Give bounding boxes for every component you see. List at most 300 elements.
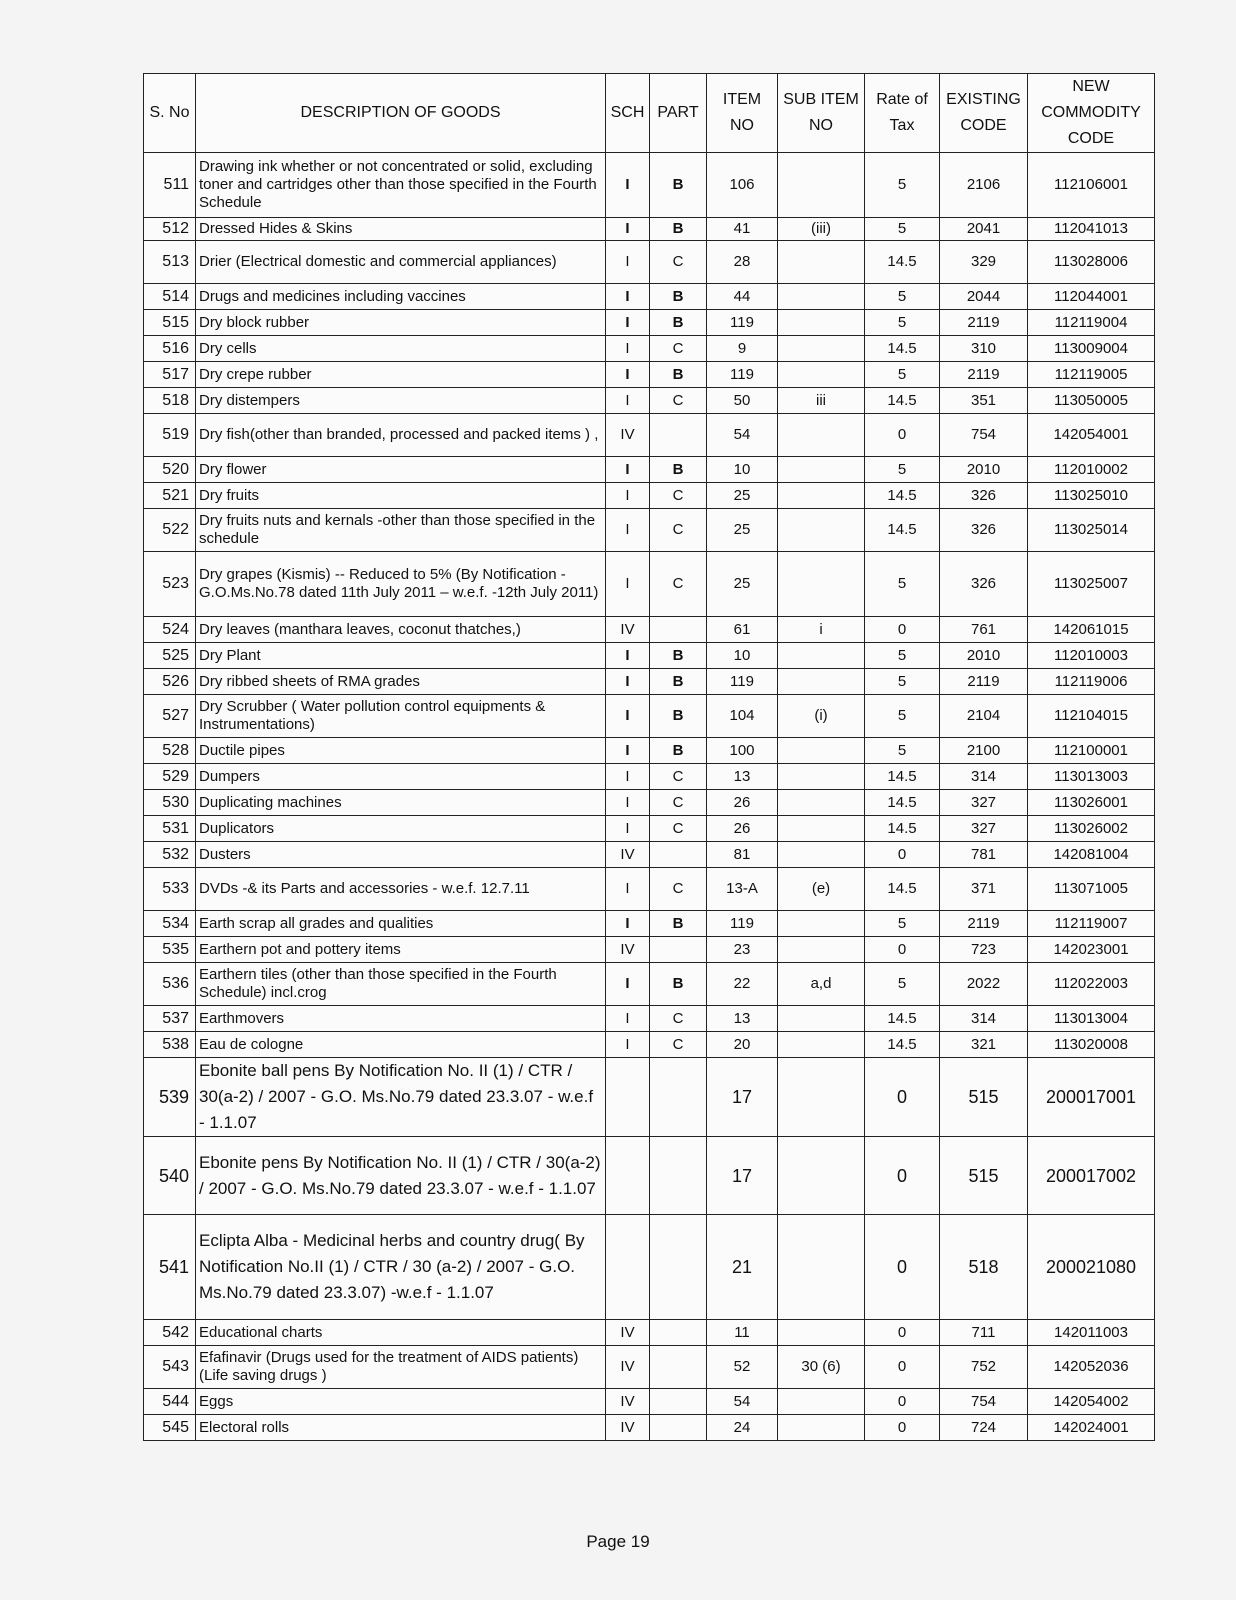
table-row [144, 764, 1155, 790]
part-cell: C [650, 241, 707, 284]
table-row [144, 1346, 1155, 1389]
description-cell: Dumpers [196, 764, 606, 790]
new-code-cell: 142023001 [1028, 937, 1155, 963]
sch-cell: I [606, 310, 650, 336]
part-cell: B [650, 457, 707, 483]
part-cell: B [650, 963, 707, 1006]
part-cell [650, 1389, 707, 1415]
sub-item-cell: (e) [778, 868, 865, 911]
sno-cell: 518 [144, 388, 196, 414]
new-code-cell: 112119005 [1028, 362, 1155, 388]
description-cell: Ebonite ball pens By Notification No. II (1) / CTR / 30(a-2) / 2007 - G.O. Ms.No.79 dated 23.3.07 - w.e.f - 1.1.07 [196, 1058, 606, 1137]
sub-item-cell: i [778, 617, 865, 643]
new-code-cell: 113025014 [1028, 509, 1155, 552]
sch-cell [606, 1215, 650, 1320]
sub-item-cell [778, 241, 865, 284]
part-cell: C [650, 388, 707, 414]
item-no-cell: 23 [707, 937, 778, 963]
rate-cell: 14.5 [865, 764, 940, 790]
item-no-cell: 10 [707, 457, 778, 483]
sch-cell: I [606, 362, 650, 388]
description-cell: Drugs and medicines including vaccines [196, 284, 606, 310]
part-cell [650, 414, 707, 457]
rate-cell: 14.5 [865, 1032, 940, 1058]
rate-cell: 5 [865, 911, 940, 937]
sub-item-cell [778, 937, 865, 963]
part-cell [650, 1346, 707, 1389]
new-code-cell: 112106001 [1028, 153, 1155, 218]
table-row [144, 218, 1155, 241]
sno-cell: 528 [144, 738, 196, 764]
existing-code-cell: 754 [940, 1389, 1028, 1415]
item-no-cell: 22 [707, 963, 778, 1006]
description-cell: Dry fruits nuts and kernals -other than those specified in the schedule [196, 509, 606, 552]
item-no-cell: 17 [707, 1137, 778, 1215]
col-header-existing-code: EXISTING CODE [940, 74, 1028, 153]
table-row [144, 911, 1155, 937]
rate-cell: 0 [865, 1058, 940, 1137]
existing-code-cell: 2022 [940, 963, 1028, 1006]
item-no-cell: 52 [707, 1346, 778, 1389]
description-cell: Earthmovers [196, 1006, 606, 1032]
table-row [144, 1058, 1155, 1137]
existing-code-cell: 314 [940, 764, 1028, 790]
item-no-cell: 17 [707, 1058, 778, 1137]
sno-cell: 536 [144, 963, 196, 1006]
sno-cell: 526 [144, 669, 196, 695]
part-cell: B [650, 643, 707, 669]
item-no-cell: 20 [707, 1032, 778, 1058]
sub-item-cell [778, 153, 865, 218]
rate-cell: 5 [865, 218, 940, 241]
sno-cell: 524 [144, 617, 196, 643]
item-no-cell: 61 [707, 617, 778, 643]
rate-cell: 5 [865, 643, 940, 669]
new-code-cell: 142024001 [1028, 1415, 1155, 1441]
part-cell: B [650, 153, 707, 218]
sch-cell [606, 1137, 650, 1215]
rate-cell: 0 [865, 842, 940, 868]
sub-item-cell [778, 1006, 865, 1032]
sch-cell: I [606, 695, 650, 738]
existing-code-cell: 326 [940, 509, 1028, 552]
sno-cell: 539 [144, 1058, 196, 1137]
part-cell: B [650, 362, 707, 388]
sno-cell: 512 [144, 218, 196, 241]
sch-cell: I [606, 1032, 650, 1058]
sno-cell: 523 [144, 552, 196, 617]
part-cell: B [650, 669, 707, 695]
description-cell: Eau de cologne [196, 1032, 606, 1058]
sub-item-cell: a,d [778, 963, 865, 1006]
sub-item-cell [778, 1058, 865, 1137]
sch-cell: I [606, 790, 650, 816]
new-code-cell: 200017001 [1028, 1058, 1155, 1137]
table-row [144, 1006, 1155, 1032]
item-no-cell: 24 [707, 1415, 778, 1441]
part-cell: C [650, 336, 707, 362]
sno-cell: 538 [144, 1032, 196, 1058]
sno-cell: 543 [144, 1346, 196, 1389]
part-cell: C [650, 509, 707, 552]
part-cell: C [650, 764, 707, 790]
rate-cell: 14.5 [865, 790, 940, 816]
part-cell: B [650, 284, 707, 310]
new-code-cell: 113020008 [1028, 1032, 1155, 1058]
table-row [144, 1137, 1155, 1215]
part-cell: C [650, 1032, 707, 1058]
sch-cell: I [606, 336, 650, 362]
sch-cell: I [606, 509, 650, 552]
rate-cell: 0 [865, 1346, 940, 1389]
rate-cell: 14.5 [865, 509, 940, 552]
sno-cell: 522 [144, 509, 196, 552]
sno-cell: 533 [144, 868, 196, 911]
item-no-cell: 54 [707, 414, 778, 457]
description-cell: Earth scrap all grades and qualities [196, 911, 606, 937]
new-code-cell: 113071005 [1028, 868, 1155, 911]
item-no-cell: 119 [707, 362, 778, 388]
sno-cell: 540 [144, 1137, 196, 1215]
part-cell: C [650, 816, 707, 842]
item-no-cell: 13 [707, 764, 778, 790]
table-row [144, 695, 1155, 738]
table-row [144, 816, 1155, 842]
table-row [144, 388, 1155, 414]
item-no-cell: 10 [707, 643, 778, 669]
existing-code-cell: 2041 [940, 218, 1028, 241]
table-row [144, 509, 1155, 552]
sch-cell: I [606, 552, 650, 617]
existing-code-cell: 2106 [940, 153, 1028, 218]
part-cell: B [650, 218, 707, 241]
existing-code-cell: 2010 [940, 643, 1028, 669]
sch-cell [606, 1058, 650, 1137]
sub-item-cell [778, 1320, 865, 1346]
sno-cell: 525 [144, 643, 196, 669]
part-cell [650, 1320, 707, 1346]
table-row [144, 414, 1155, 457]
table-row [144, 963, 1155, 1006]
sub-item-cell [778, 643, 865, 669]
item-no-cell: 81 [707, 842, 778, 868]
existing-code-cell: 351 [940, 388, 1028, 414]
sub-item-cell [778, 483, 865, 509]
description-cell: Earthern tiles (other than those specified in the Fourth Schedule) incl.crog [196, 963, 606, 1006]
sch-cell: I [606, 483, 650, 509]
existing-code-cell: 314 [940, 1006, 1028, 1032]
new-code-cell: 113013003 [1028, 764, 1155, 790]
table-row [144, 1320, 1155, 1346]
existing-code-cell: 781 [940, 842, 1028, 868]
existing-code-cell: 2104 [940, 695, 1028, 738]
sch-cell: IV [606, 1389, 650, 1415]
sub-item-cell [778, 1389, 865, 1415]
rate-cell: 5 [865, 362, 940, 388]
table-row [144, 310, 1155, 336]
part-cell [650, 1137, 707, 1215]
existing-code-cell: 327 [940, 816, 1028, 842]
new-code-cell: 112119006 [1028, 669, 1155, 695]
item-no-cell: 119 [707, 911, 778, 937]
new-code-cell: 112010003 [1028, 643, 1155, 669]
rate-cell: 5 [865, 552, 940, 617]
table-row [144, 669, 1155, 695]
item-no-cell: 106 [707, 153, 778, 218]
sub-item-cell: iii [778, 388, 865, 414]
sno-cell: 541 [144, 1215, 196, 1320]
sub-item-cell [778, 552, 865, 617]
sno-cell: 532 [144, 842, 196, 868]
rate-cell: 5 [865, 153, 940, 218]
description-cell: Dry cells [196, 336, 606, 362]
new-code-cell: 142054001 [1028, 414, 1155, 457]
sch-cell: IV [606, 1415, 650, 1441]
existing-code-cell: 752 [940, 1346, 1028, 1389]
description-cell: Dry flower [196, 457, 606, 483]
existing-code-cell: 326 [940, 552, 1028, 617]
existing-code-cell: 2119 [940, 310, 1028, 336]
description-cell: DVDs -& its Parts and accessories - w.e.f. 12.7.11 [196, 868, 606, 911]
sno-cell: 515 [144, 310, 196, 336]
existing-code-cell: 754 [940, 414, 1028, 457]
new-code-cell: 113025010 [1028, 483, 1155, 509]
table-row [144, 483, 1155, 509]
sno-cell: 527 [144, 695, 196, 738]
header-row [144, 74, 1155, 153]
col-header-new-code: NEW COMMODITY CODE [1028, 74, 1155, 153]
sub-item-cell [778, 1415, 865, 1441]
existing-code-cell: 515 [940, 1137, 1028, 1215]
item-no-cell: 13-A [707, 868, 778, 911]
new-code-cell: 113026002 [1028, 816, 1155, 842]
item-no-cell: 25 [707, 483, 778, 509]
existing-code-cell: 2010 [940, 457, 1028, 483]
col-header-sch: SCH [606, 74, 650, 153]
existing-code-cell: 518 [940, 1215, 1028, 1320]
table-row [144, 643, 1155, 669]
table-row [144, 1415, 1155, 1441]
sch-cell: I [606, 868, 650, 911]
col-header-sno: S. No [144, 74, 196, 153]
sno-cell: 534 [144, 911, 196, 937]
rate-cell: 0 [865, 414, 940, 457]
sub-item-cell [778, 1137, 865, 1215]
item-no-cell: 13 [707, 1006, 778, 1032]
part-cell [650, 617, 707, 643]
part-cell: C [650, 483, 707, 509]
new-code-cell: 142011003 [1028, 1320, 1155, 1346]
sch-cell: IV [606, 617, 650, 643]
description-cell: Efafinavir (Drugs used for the treatment of AIDS patients) (Life saving drugs ) [196, 1346, 606, 1389]
rate-cell: 14.5 [865, 816, 940, 842]
new-code-cell: 112119004 [1028, 310, 1155, 336]
rate-cell: 14.5 [865, 868, 940, 911]
rate-cell: 5 [865, 669, 940, 695]
part-cell [650, 1215, 707, 1320]
col-header-rate: Rate of Tax [865, 74, 940, 153]
table-row [144, 937, 1155, 963]
sch-cell: I [606, 457, 650, 483]
part-cell: C [650, 790, 707, 816]
table-row [144, 362, 1155, 388]
new-code-cell: 113025007 [1028, 552, 1155, 617]
sub-item-cell [778, 362, 865, 388]
sno-cell: 520 [144, 457, 196, 483]
existing-code-cell: 2044 [940, 284, 1028, 310]
existing-code-cell: 723 [940, 937, 1028, 963]
description-cell: Dry fruits [196, 483, 606, 509]
rate-cell: 5 [865, 738, 940, 764]
new-code-cell: 112010002 [1028, 457, 1155, 483]
sch-cell: I [606, 218, 650, 241]
item-no-cell: 54 [707, 1389, 778, 1415]
page-number: Page 19 [586, 1532, 650, 1551]
rate-cell: 14.5 [865, 388, 940, 414]
new-code-cell: 113009004 [1028, 336, 1155, 362]
table-row [144, 1215, 1155, 1320]
existing-code-cell: 371 [940, 868, 1028, 911]
new-code-cell: 113026001 [1028, 790, 1155, 816]
new-code-cell: 142061015 [1028, 617, 1155, 643]
table-row [144, 241, 1155, 284]
part-cell: B [650, 310, 707, 336]
description-cell: Dry crepe rubber [196, 362, 606, 388]
table-row [144, 1389, 1155, 1415]
sub-item-cell [778, 336, 865, 362]
rate-cell: 0 [865, 937, 940, 963]
table-row [144, 738, 1155, 764]
sch-cell: I [606, 963, 650, 1006]
description-cell: Eggs [196, 1389, 606, 1415]
sno-cell: 537 [144, 1006, 196, 1032]
part-cell: C [650, 1006, 707, 1032]
part-cell: B [650, 695, 707, 738]
existing-code-cell: 329 [940, 241, 1028, 284]
item-no-cell: 104 [707, 695, 778, 738]
table-row [144, 842, 1155, 868]
new-code-cell: 113028006 [1028, 241, 1155, 284]
sno-cell: 531 [144, 816, 196, 842]
rate-cell: 5 [865, 963, 940, 1006]
sch-cell: IV [606, 937, 650, 963]
description-cell: Electoral rolls [196, 1415, 606, 1441]
sub-item-cell [778, 842, 865, 868]
new-code-cell: 112100001 [1028, 738, 1155, 764]
table-row [144, 284, 1155, 310]
sub-item-cell [778, 669, 865, 695]
item-no-cell: 44 [707, 284, 778, 310]
table-body [144, 153, 1155, 1441]
table-row [144, 153, 1155, 218]
existing-code-cell: 2119 [940, 362, 1028, 388]
rate-cell: 0 [865, 1415, 940, 1441]
new-code-cell: 112044001 [1028, 284, 1155, 310]
existing-code-cell: 2100 [940, 738, 1028, 764]
new-code-cell: 112022003 [1028, 963, 1155, 1006]
sno-cell: 545 [144, 1415, 196, 1441]
sch-cell: IV [606, 414, 650, 457]
existing-code-cell: 326 [940, 483, 1028, 509]
item-no-cell: 26 [707, 816, 778, 842]
sub-item-cell [778, 284, 865, 310]
item-no-cell: 21 [707, 1215, 778, 1320]
rate-cell: 5 [865, 457, 940, 483]
sno-cell: 517 [144, 362, 196, 388]
col-header-sub-item-no: SUB ITEM NO [778, 74, 865, 153]
rate-cell: 14.5 [865, 1006, 940, 1032]
existing-code-cell: 2119 [940, 911, 1028, 937]
description-cell: Dry distempers [196, 388, 606, 414]
sch-cell: I [606, 153, 650, 218]
item-no-cell: 11 [707, 1320, 778, 1346]
description-cell: Dry Plant [196, 643, 606, 669]
new-code-cell: 142052036 [1028, 1346, 1155, 1389]
rate-cell: 14.5 [865, 483, 940, 509]
new-code-cell: 112119007 [1028, 911, 1155, 937]
sch-cell: I [606, 388, 650, 414]
sch-cell: I [606, 911, 650, 937]
item-no-cell: 25 [707, 509, 778, 552]
table-row [144, 552, 1155, 617]
part-cell: B [650, 911, 707, 937]
description-cell: Educational charts [196, 1320, 606, 1346]
sno-cell: 529 [144, 764, 196, 790]
new-code-cell: 112104015 [1028, 695, 1155, 738]
new-code-cell: 112041013 [1028, 218, 1155, 241]
description-cell: Drawing ink whether or not concentrated or solid, excluding toner and cartridges other than those specified in the Fourth Schedule [196, 153, 606, 218]
new-code-cell: 142054002 [1028, 1389, 1155, 1415]
rate-cell: 14.5 [865, 241, 940, 284]
rate-cell: 5 [865, 284, 940, 310]
sch-cell: IV [606, 842, 650, 868]
sub-item-cell [778, 414, 865, 457]
existing-code-cell: 711 [940, 1320, 1028, 1346]
description-cell: Dry ribbed sheets of RMA grades [196, 669, 606, 695]
sch-cell: I [606, 669, 650, 695]
rate-cell: 0 [865, 1389, 940, 1415]
sch-cell: I [606, 643, 650, 669]
existing-code-cell: 515 [940, 1058, 1028, 1137]
item-no-cell: 25 [707, 552, 778, 617]
sno-cell: 514 [144, 284, 196, 310]
sub-item-cell: 30 (6) [778, 1346, 865, 1389]
sch-cell: I [606, 241, 650, 284]
sno-cell: 535 [144, 937, 196, 963]
sno-cell: 519 [144, 414, 196, 457]
rate-cell: 5 [865, 695, 940, 738]
item-no-cell: 50 [707, 388, 778, 414]
description-cell: Ductile pipes [196, 738, 606, 764]
item-no-cell: 9 [707, 336, 778, 362]
part-cell: C [650, 868, 707, 911]
existing-code-cell: 2119 [940, 669, 1028, 695]
sch-cell: I [606, 738, 650, 764]
existing-code-cell: 321 [940, 1032, 1028, 1058]
sub-item-cell [778, 457, 865, 483]
item-no-cell: 41 [707, 218, 778, 241]
col-header-description: DESCRIPTION OF GOODS [196, 74, 606, 153]
description-cell: Dusters [196, 842, 606, 868]
rate-cell: 0 [865, 617, 940, 643]
part-cell [650, 1058, 707, 1137]
existing-code-cell: 327 [940, 790, 1028, 816]
rate-cell: 5 [865, 310, 940, 336]
sno-cell: 542 [144, 1320, 196, 1346]
description-cell: Dry block rubber [196, 310, 606, 336]
table-row [144, 617, 1155, 643]
rate-cell: 0 [865, 1215, 940, 1320]
